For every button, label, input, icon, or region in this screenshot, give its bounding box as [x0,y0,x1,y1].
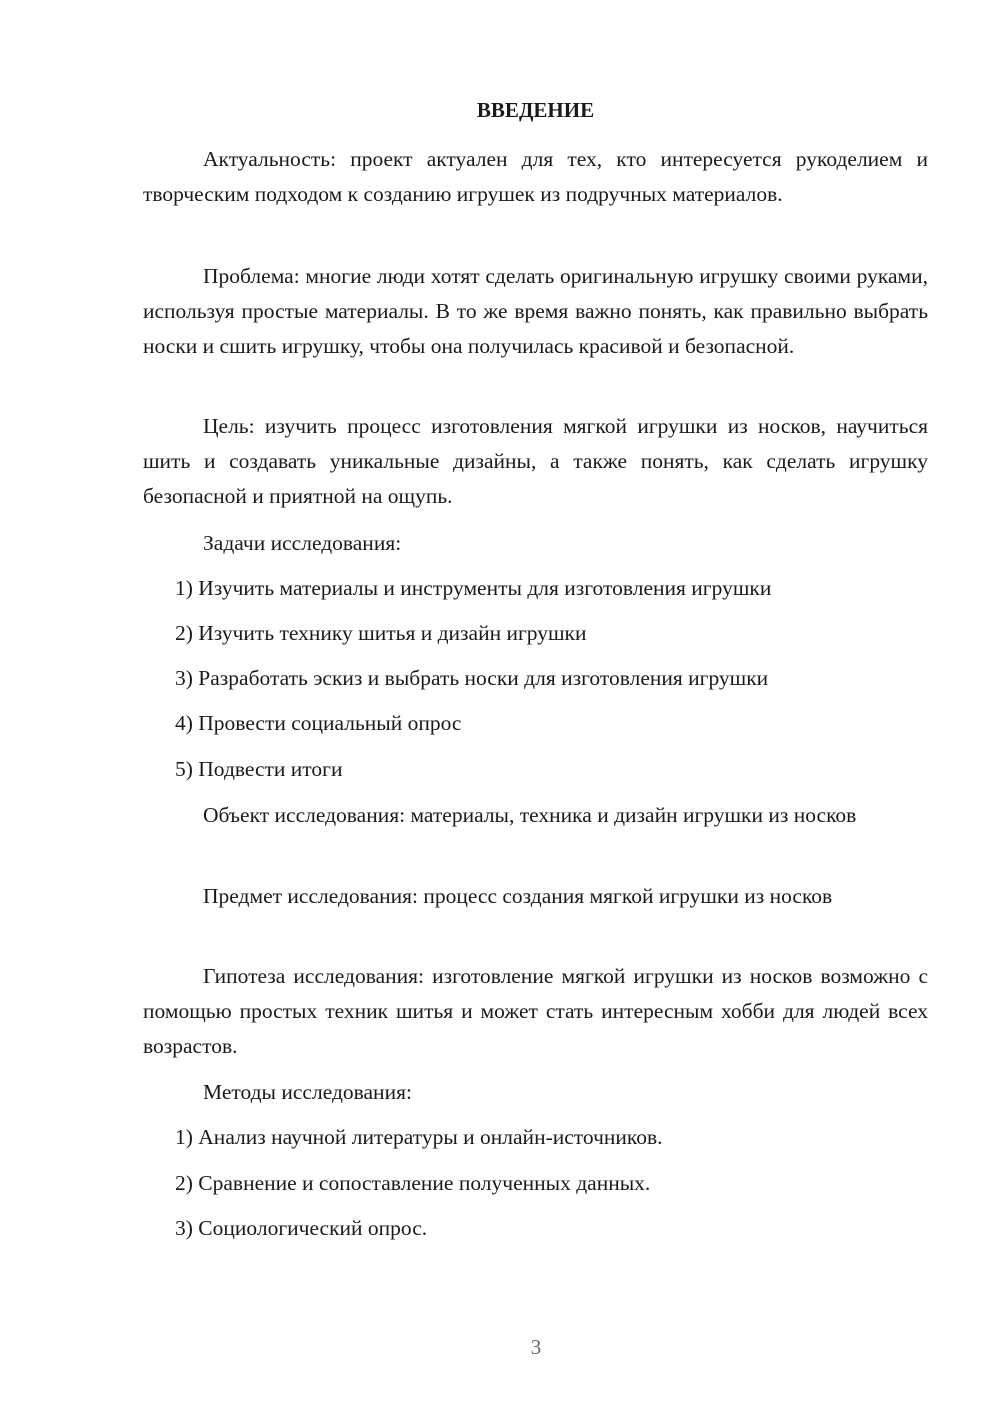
problem-paragraph: Проблема: многие люди хотят сделать оригинальную игрушку своими руками, используя простые материалы. В то же время важно понять, как правильно выбрать носки и сшить игрушку, чтобы она получилась красивой и безопасной. [143,264,928,358]
method-item-1: 1) Анализ научной литературы и онлайн-источников. [175,1125,663,1149]
object-paragraph: Объект исследования: материалы, техника и дизайн игрушки из носков [203,803,857,827]
methods-label: Методы исследования: [203,1080,412,1104]
subject-paragraph: Предмет исследования: процесс создания мягкой игрушки из носков [203,884,833,908]
relevance-paragraph: Актуальность: проект актуален для тех, кто интересуется рукоделием и творческим подходом к созданию игрушек из подручных материалов. [143,147,928,206]
goal-paragraph: Цель: изучить процесс изготовления мягкой игрушки из носков, научиться шить и создавать уникальные дизайны, а также понять, как сделать игрушку безопасной и приятной на ощупь. [143,414,928,508]
method-item-2: 2) Сравнение и сопоставление полученных данных. [175,1171,651,1195]
section-heading: ВВЕДЕНИЕ [476,98,595,122]
hypothesis-paragraph: Гипотеза исследования: изготовление мягкой игрушки из носков возможно с помощью простых техник шитья и может стать интересным хобби для людей всех возрастов. [143,964,928,1058]
task-item-1: 1) Изучить материалы и инструменты для изготовления игрушки [175,576,772,600]
page-number: 3 [530,1335,542,1359]
task-item-2: 2) Изучить технику шитья и дизайн игрушки [175,621,587,645]
method-item-3: 3) Социологический опрос. [175,1216,428,1240]
task-item-4: 4) Провести социальный опрос [175,711,462,735]
task-item-5: 5) Подвести итоги [175,757,343,781]
tasks-label: Задачи исследования: [203,531,402,555]
task-item-3: 3) Разработать эскиз и выбрать носки для изготовления игрушки [175,666,769,690]
